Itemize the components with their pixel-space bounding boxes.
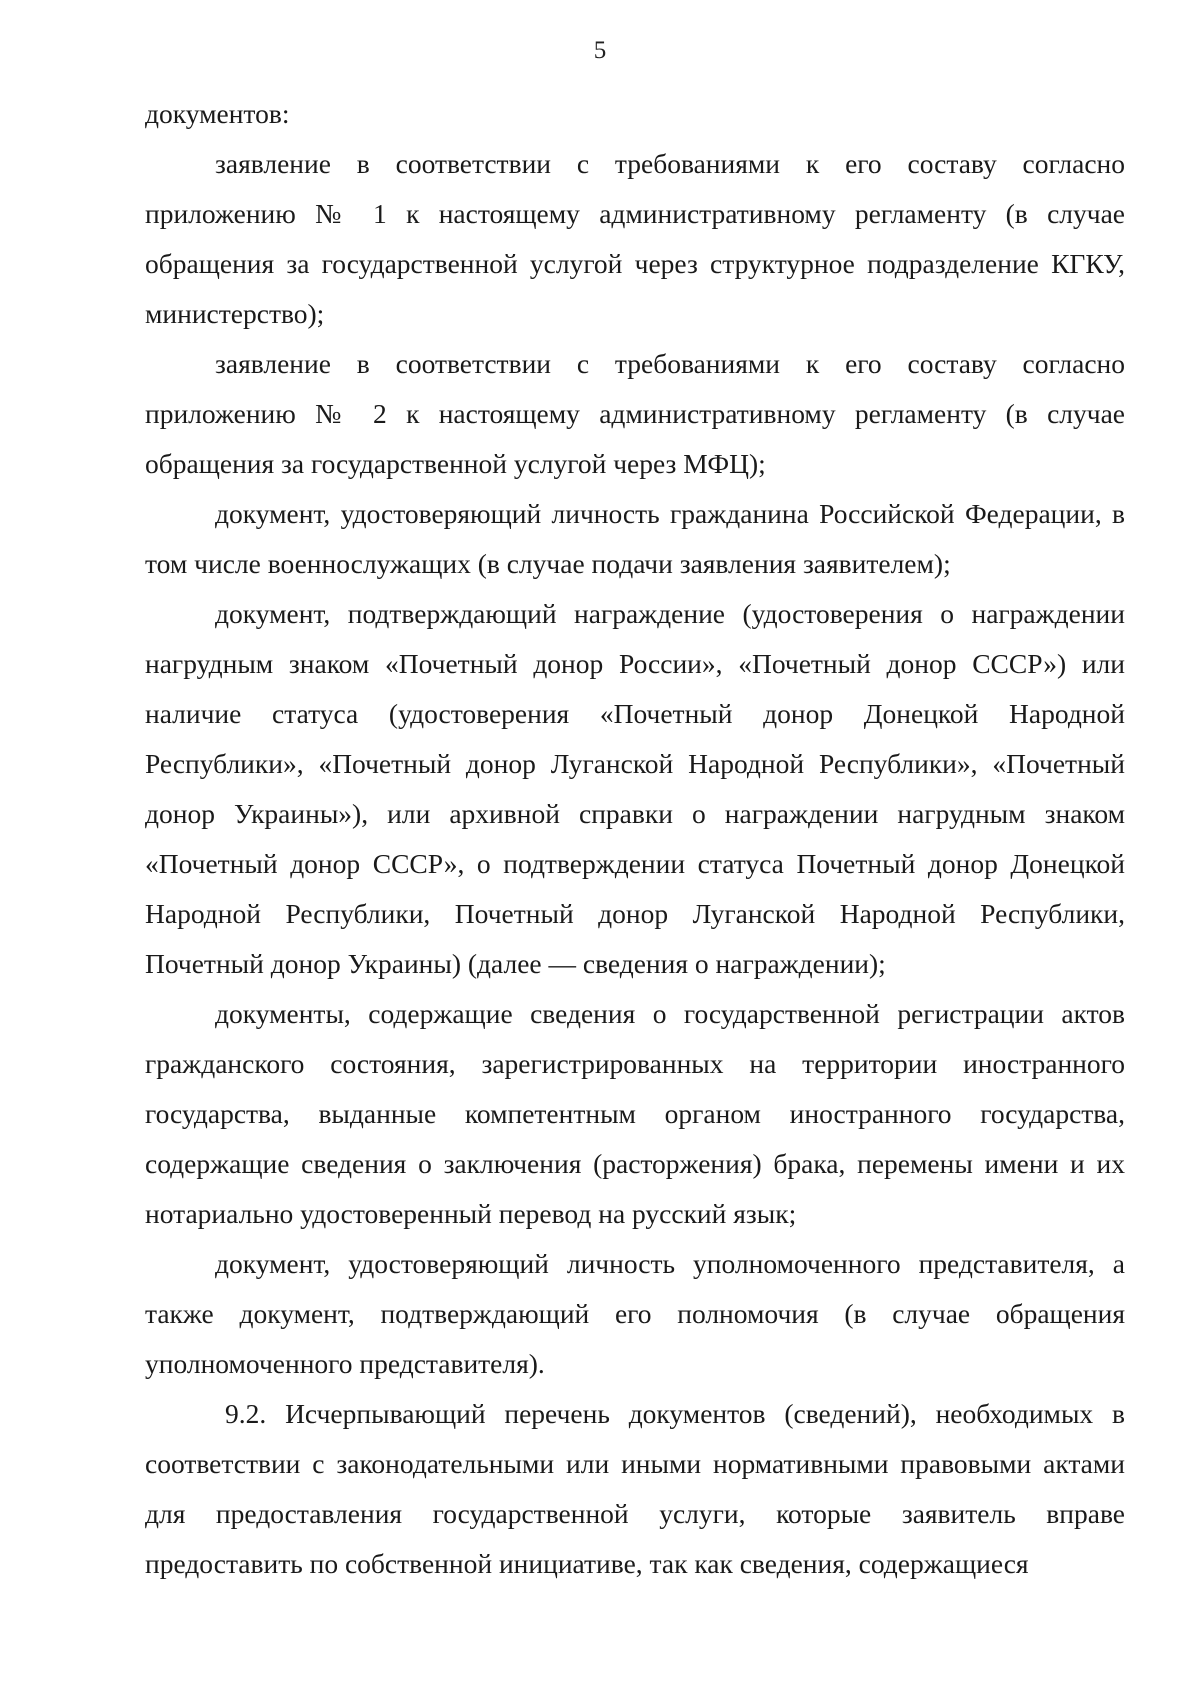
- paragraph-section-9-2: 9.2. Исчерпывающий перечень документов (сведений), необходимых в соответствии с законодательными или иными нормативными правовыми актами для предоставления государственной услуги, которые заявитель вправе предоставить по собственной инициативе, так как сведения, содержащиеся: [145, 1398, 1125, 1579]
- document-body: [145, 89, 1125, 1589]
- page-number: 5: [593, 37, 607, 64]
- paragraph-application-mfc: заявление в соответствии с требованиями к его составу согласно приложению № 2 к настоящему административному регламенту (в случае обращения за государственной услугой через МФЦ);: [145, 348, 1125, 479]
- paragraph-award-document: документ, подтверждающий награждение (удостоверения о награждении нагрудным знаком «Почетный донор России», «Почетный донор СССР») или наличие статуса (удостоверения «Почетный донор Донецкой Народной Республики», «Почетный донор Луганской Народной Республики», «Почетный донор Украины»), или архивной справки о награждении нагрудным знаком «Почетный донор СССР», о подтверждении статуса Почетный донор Донецкой Народной Республики, Почетный донор Луганской Народной Республики, Почетный донор Украины) (далее — сведения о награждении);: [145, 598, 1125, 979]
- paragraph-identity-document: документ, удостоверяющий личность гражданина Российской Федерации, в том числе военнослужащих (в случае подачи заявления заявителем);: [145, 498, 1125, 579]
- paragraph-representative-document: документ, удостоверяющий личность уполномоченного представителя, а также документ, подтверждающий его полномочия (в случае обращения уполномоченного представителя).: [145, 1248, 1125, 1379]
- paragraph-civil-registration: документы, содержащие сведения о государственной регистрации актов гражданского состояния, зарегистрированных на территории иностранного государства, выданные компетентным органом иностранного государства, содержащие сведения о заключения (расторжения) брака, перемены имени и их нотариально удостоверенный перевод на русский язык;: [145, 998, 1125, 1229]
- paragraph-continuation: документов:: [145, 98, 290, 129]
- paragraph-application-kgku: заявление в соответствии с требованиями к его составу согласно приложению № 1 к настоящему административному регламенту (в случае обращения за государственной услугой через структурное подразделение КГКУ, министерство);: [145, 148, 1125, 329]
